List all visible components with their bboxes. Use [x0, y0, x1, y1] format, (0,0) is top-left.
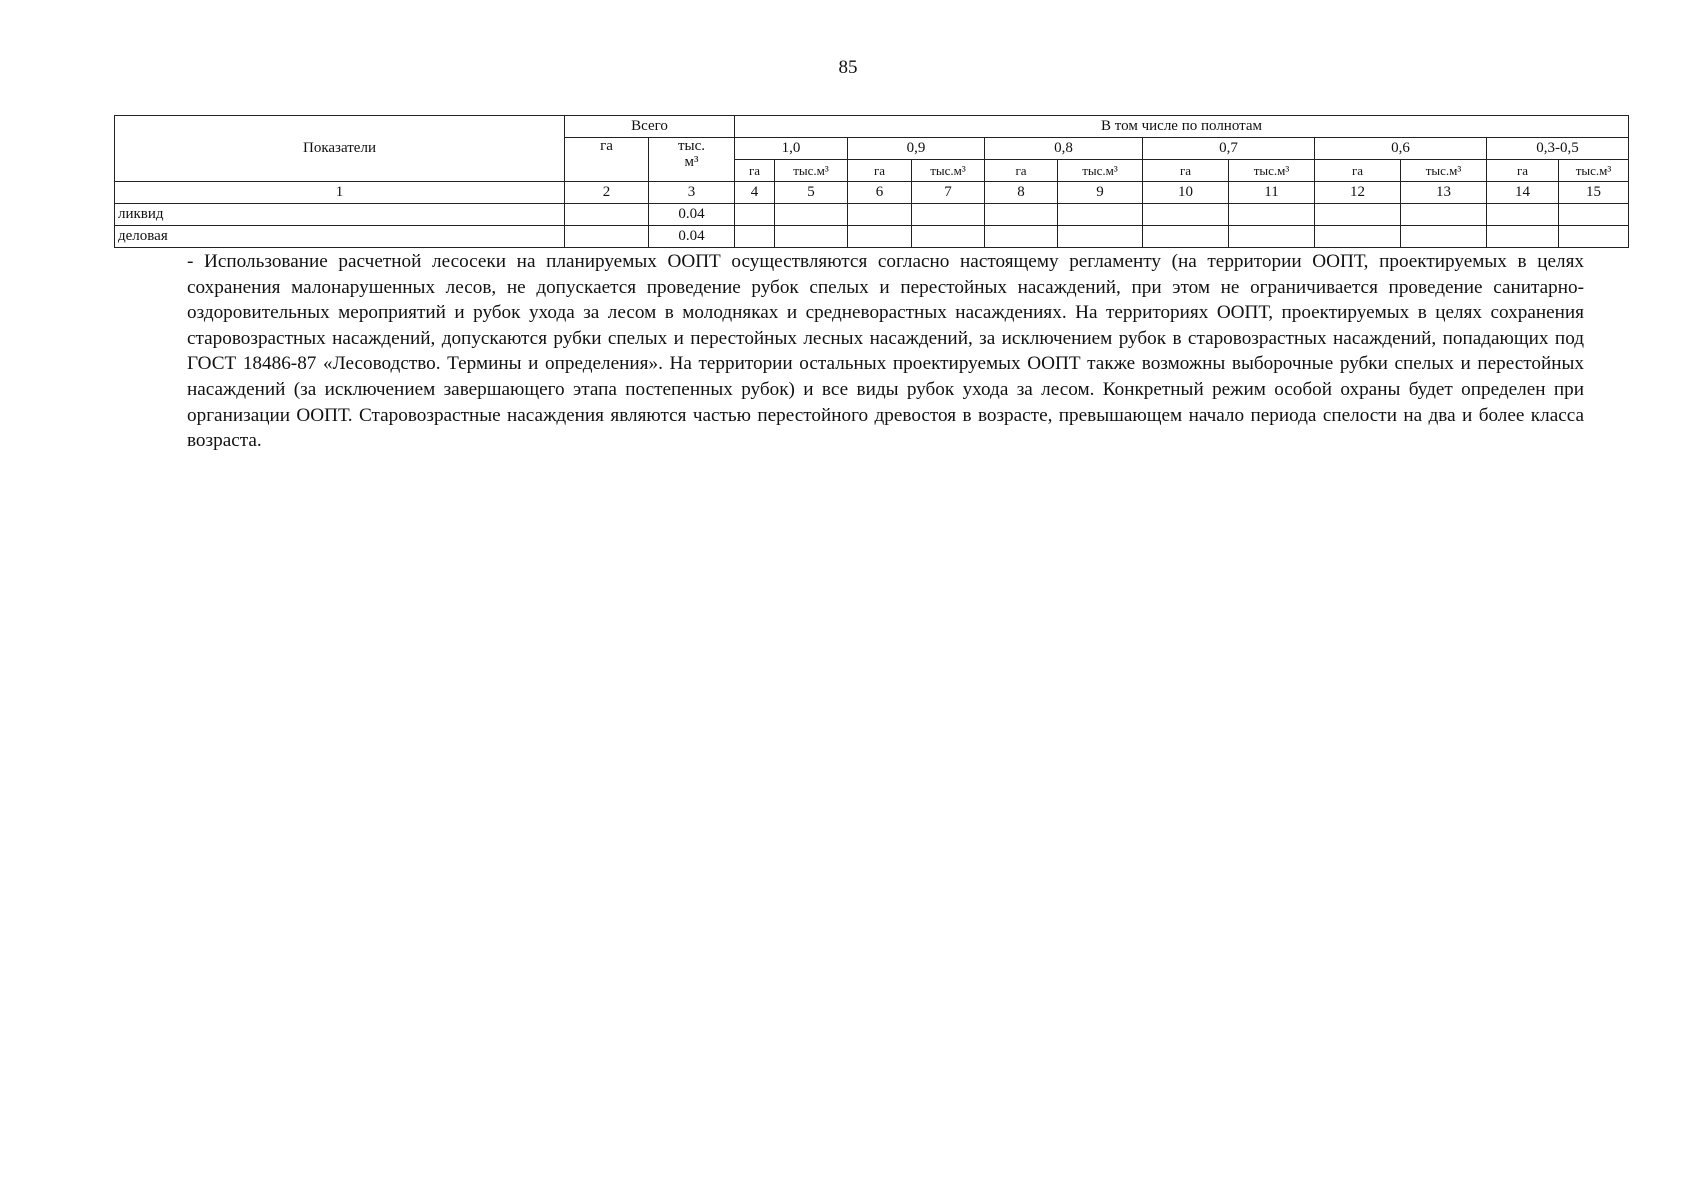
- table-cell: [1559, 226, 1629, 248]
- unit-volume-header: тыс.м³: [1401, 160, 1487, 182]
- table-cell: [1058, 226, 1143, 248]
- table-cell: [912, 204, 985, 226]
- table-cell: [1058, 204, 1143, 226]
- indicators-header: Показатели: [115, 116, 565, 182]
- body-paragraph: - Использование расчетной лесосеки на планируемых ООПТ осуществляются согласно настоящему регламенту (на территории ООПТ, проектируемых в целях сохранения малонарушенных лесов, не допускается проведение рубок спелых и перестойных насаждений, при этом не ограничивается проведение санитарно-оздоровительных мероприятий и рубок ухода за лесом в молодняках и средневорастных насаждениях. На территориях ООПТ, проектируемых в целях сохранения старовозрастных насаждений, допускаются рубки спелых и перестойных лесных насаждений, за исключением рубок в старовозрастных насаждений, попадающих под ГОСТ 18486-87 «Лесоводство. Термины и определения». На территории остальных проектируемых ООПТ также возможны выборочные рубки спелых и перестойных насаждений (за исключением завершающего этапа постепенных рубок) и все виды рубок ухода за лесом. Конкретный режим особой охраны будет определен при организации ООПТ. Старовозрастные насаждения являются частью перестойного древостоя в возрасте, превышающем начало периода спелости на два и более класса возраста.: [187, 251, 1584, 452]
- density-header: 0,6: [1315, 138, 1487, 160]
- column-number: 3: [649, 182, 735, 204]
- table-cell: [1401, 226, 1487, 248]
- row-label: деловая: [115, 226, 565, 248]
- density-header: 1,0: [735, 138, 848, 160]
- unit-volume-header: тыс.м³: [1058, 160, 1143, 182]
- table-cell: [1229, 226, 1315, 248]
- column-number: 6: [848, 182, 912, 204]
- table-cell: [735, 204, 775, 226]
- column-number: 9: [1058, 182, 1143, 204]
- table-cell: [1229, 204, 1315, 226]
- table-cell: [848, 204, 912, 226]
- total-volume-line1: тыс.: [677, 138, 706, 154]
- table-cell: [1315, 226, 1401, 248]
- table-cell: [565, 204, 649, 226]
- column-number: 11: [1229, 182, 1315, 204]
- table-row: [115, 204, 1629, 226]
- unit-ha-header: га: [1487, 160, 1559, 182]
- table-cell: [985, 226, 1058, 248]
- header-row-1: [115, 116, 1629, 138]
- column-number: 4: [735, 182, 775, 204]
- density-header: 0,8: [985, 138, 1143, 160]
- column-number-row: [115, 182, 1629, 204]
- table-cell: [1487, 226, 1559, 248]
- table-cell: [1401, 204, 1487, 226]
- unit-ha-header: га: [735, 160, 775, 182]
- unit-ha-header: га: [1315, 160, 1401, 182]
- forest-data-table: [114, 115, 1629, 248]
- column-number: 10: [1143, 182, 1229, 204]
- total-volume-header: [649, 138, 735, 182]
- table-cell: [912, 226, 985, 248]
- unit-ha-header: га: [1143, 160, 1229, 182]
- table-cell: [1143, 226, 1229, 248]
- column-number: 14: [1487, 182, 1559, 204]
- row-label: ликвид: [115, 204, 565, 226]
- column-number: 8: [985, 182, 1058, 204]
- column-number: 13: [1401, 182, 1487, 204]
- column-number: 12: [1315, 182, 1401, 204]
- page-number: 85: [838, 57, 858, 78]
- table-cell: [1143, 204, 1229, 226]
- unit-volume-header: тыс.м³: [1229, 160, 1315, 182]
- table-cell: [1559, 204, 1629, 226]
- table-cell: [565, 226, 649, 248]
- including-density-header: В том числе по полнотам: [735, 116, 1629, 138]
- table-cell: 0.04: [649, 204, 735, 226]
- column-number: 5: [775, 182, 848, 204]
- total-header: Всего: [565, 116, 735, 138]
- density-header: 0,9: [848, 138, 985, 160]
- density-header: 0,3-0,5: [1487, 138, 1629, 160]
- table-cell: [1487, 204, 1559, 226]
- total-volume-line2: м³: [684, 153, 699, 170]
- table-cell: [985, 204, 1058, 226]
- column-number: 7: [912, 182, 985, 204]
- table-row: [115, 226, 1629, 248]
- column-number: 2: [565, 182, 649, 204]
- table-cell: [775, 226, 848, 248]
- unit-ha-header: га: [848, 160, 912, 182]
- unit-volume-header: тыс.м³: [912, 160, 985, 182]
- table-cell: [735, 226, 775, 248]
- total-ha-header: га: [565, 138, 649, 182]
- column-number: 1: [115, 182, 565, 204]
- unit-ha-header: га: [985, 160, 1058, 182]
- table-cell: [775, 204, 848, 226]
- column-number: 15: [1559, 182, 1629, 204]
- unit-volume-header: тыс.м³: [775, 160, 848, 182]
- density-header: 0,7: [1143, 138, 1315, 160]
- table-cell: [1315, 204, 1401, 226]
- unit-volume-header: тыс.м³: [1559, 160, 1629, 182]
- table-cell: 0.04: [649, 226, 735, 248]
- table-cell: [848, 226, 912, 248]
